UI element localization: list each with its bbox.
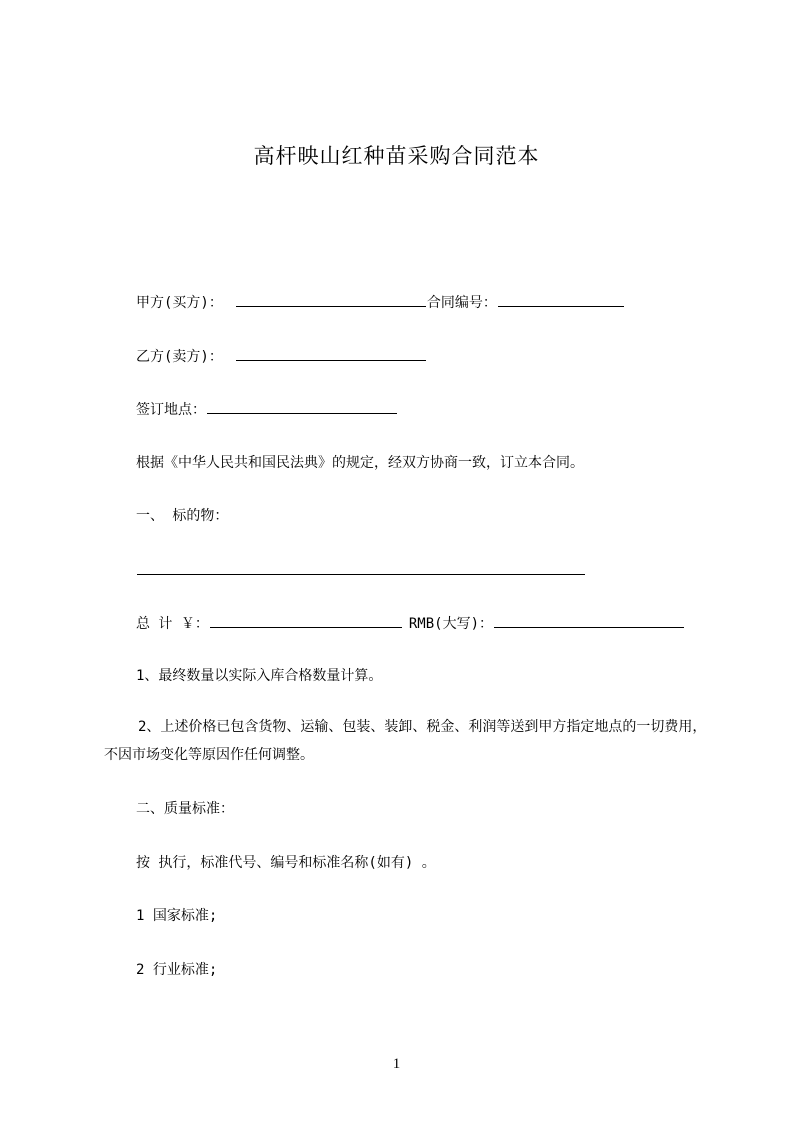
party-a-blank[interactable] <box>236 292 426 307</box>
rmb-label: RMB(大写)： <box>408 616 494 632</box>
contract-no-blank[interactable] <box>498 292 624 307</box>
sign-place-row <box>136 399 398 420</box>
subject-matter-row <box>136 560 586 581</box>
contract-no-label: 合同编号： <box>426 295 497 311</box>
page-title: 高杆映山红种苗采购合同范本 <box>253 144 540 168</box>
party-a-label: 甲方(买方)： <box>136 295 223 311</box>
total-label: 总 计 ￥： <box>136 616 209 632</box>
clause-2: 2、上述价格已包含货物、运输、包装、装卸、税金、利润等送到甲方指定地点的一切费用，不因市场变化等原因作任何调整。 <box>104 719 707 763</box>
clause-1: 1、最终数量以实际入库合格数量计算。 <box>136 668 383 684</box>
section-2-heading: 二、质量标准： <box>136 801 234 817</box>
preamble: 根据《中华人民共和国民法典》的规定，经双方协商一致，订立本合同。 <box>136 455 584 471</box>
national-standard: 1 国家标准; <box>136 908 218 924</box>
party-b-row <box>136 346 427 367</box>
total-amount-blank[interactable] <box>210 613 402 628</box>
rmb-amount-blank[interactable] <box>494 613 684 628</box>
party-a-row <box>136 292 625 313</box>
party-b-blank[interactable] <box>236 346 426 361</box>
sign-place-label: 签订地点： <box>136 402 206 418</box>
sign-place-blank[interactable] <box>207 399 397 414</box>
page-number: 1 <box>392 1056 401 1072</box>
quality-standard-text: 按 执行，标准代号、编号和标准名称(如有) 。 <box>136 855 436 871</box>
section-1-heading: 一、 标的物： <box>136 508 229 524</box>
subject-matter-blank[interactable] <box>137 560 585 575</box>
party-b-label: 乙方(卖方)： <box>136 349 223 365</box>
total-row <box>136 613 685 634</box>
industry-standard: 2 行业标准; <box>136 962 218 978</box>
